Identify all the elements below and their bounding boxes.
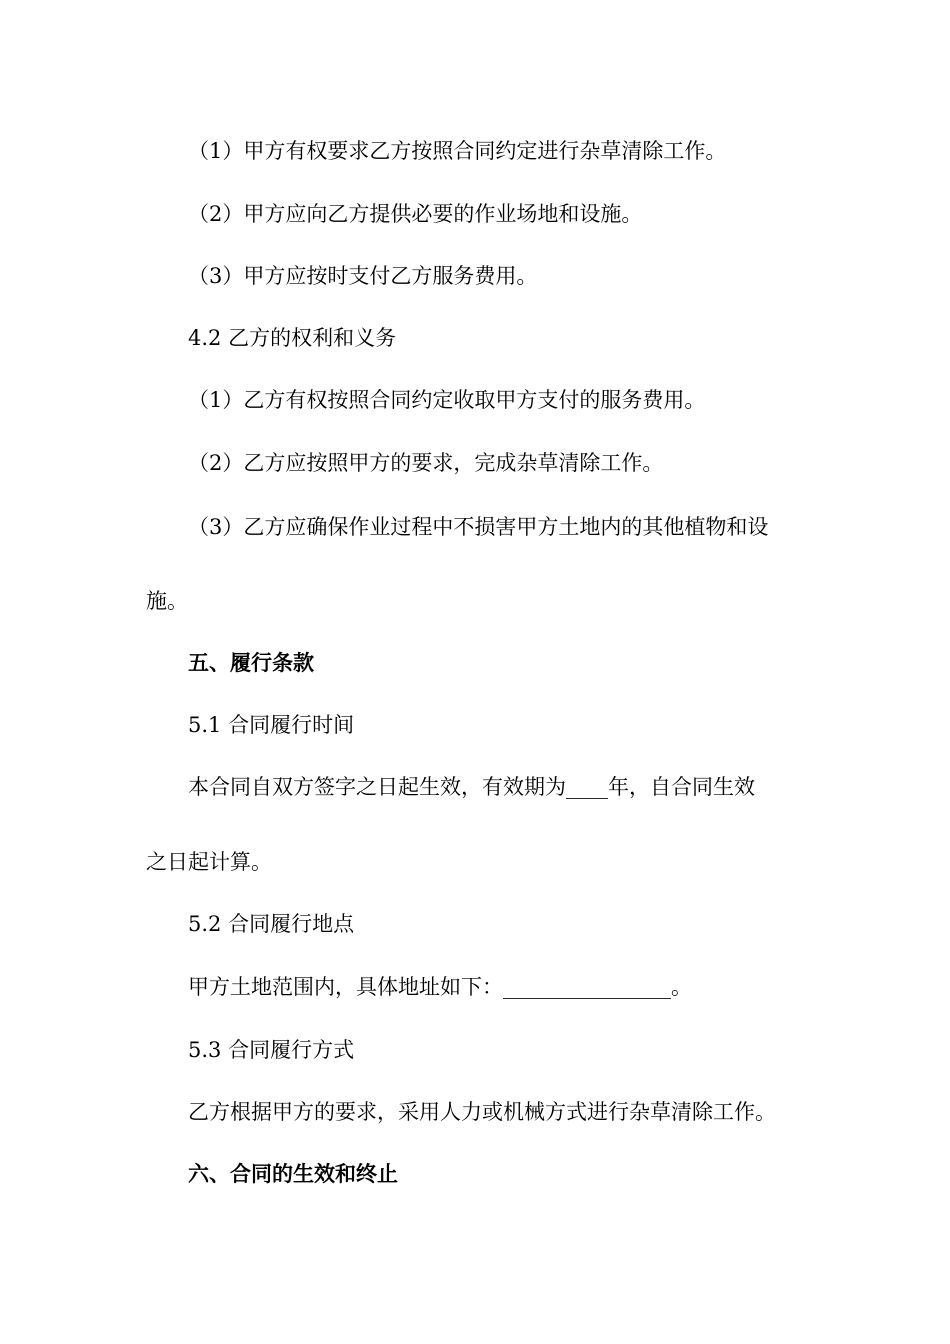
- contract-term-text-continued: 之日起计算。: [146, 850, 272, 874]
- section-6-heading: 六、合同的生效和终止: [188, 1161, 398, 1186]
- clause-party-b-duty-3-continued: 施。: [146, 589, 188, 613]
- section-5-1-heading: 5.1 合同履行时间: [188, 713, 355, 737]
- section-4-2-heading: 4.2 乙方的权利和义务: [188, 326, 397, 350]
- performance-location-text: 甲方土地范围内，具体地址如下：________________。: [188, 975, 692, 999]
- clause-party-a-duty-3: （3）甲方应按时支付乙方服务费用。: [188, 264, 538, 288]
- section-5-heading: 五、履行条款: [188, 650, 314, 675]
- clause-party-a-right-1: （1）甲方有权要求乙方按照合同约定进行杂草清除工作。: [188, 139, 727, 163]
- clause-party-a-duty-2: （2）甲方应向乙方提供必要的作业场地和设施。: [188, 202, 643, 226]
- section-5-3-heading: 5.3 合同履行方式: [188, 1038, 355, 1062]
- performance-method-text: 乙方根据甲方的要求，采用人力或机械方式进行杂草清除工作。: [188, 1100, 776, 1124]
- clause-party-b-right-1: （1）乙方有权按照合同约定收取甲方支付的服务费用。: [188, 388, 706, 412]
- section-5-2-heading: 5.2 合同履行地点: [188, 912, 355, 936]
- clause-party-b-duty-2: （2）乙方应按照甲方的要求，完成杂草清除工作。: [188, 451, 664, 475]
- contract-term-text: 本合同自双方签字之日起生效，有效期为____年，自合同生效: [188, 775, 755, 799]
- clause-party-b-duty-3: （3）乙方应确保作业过程中不损害甲方土地内的其他植物和设: [188, 515, 769, 539]
